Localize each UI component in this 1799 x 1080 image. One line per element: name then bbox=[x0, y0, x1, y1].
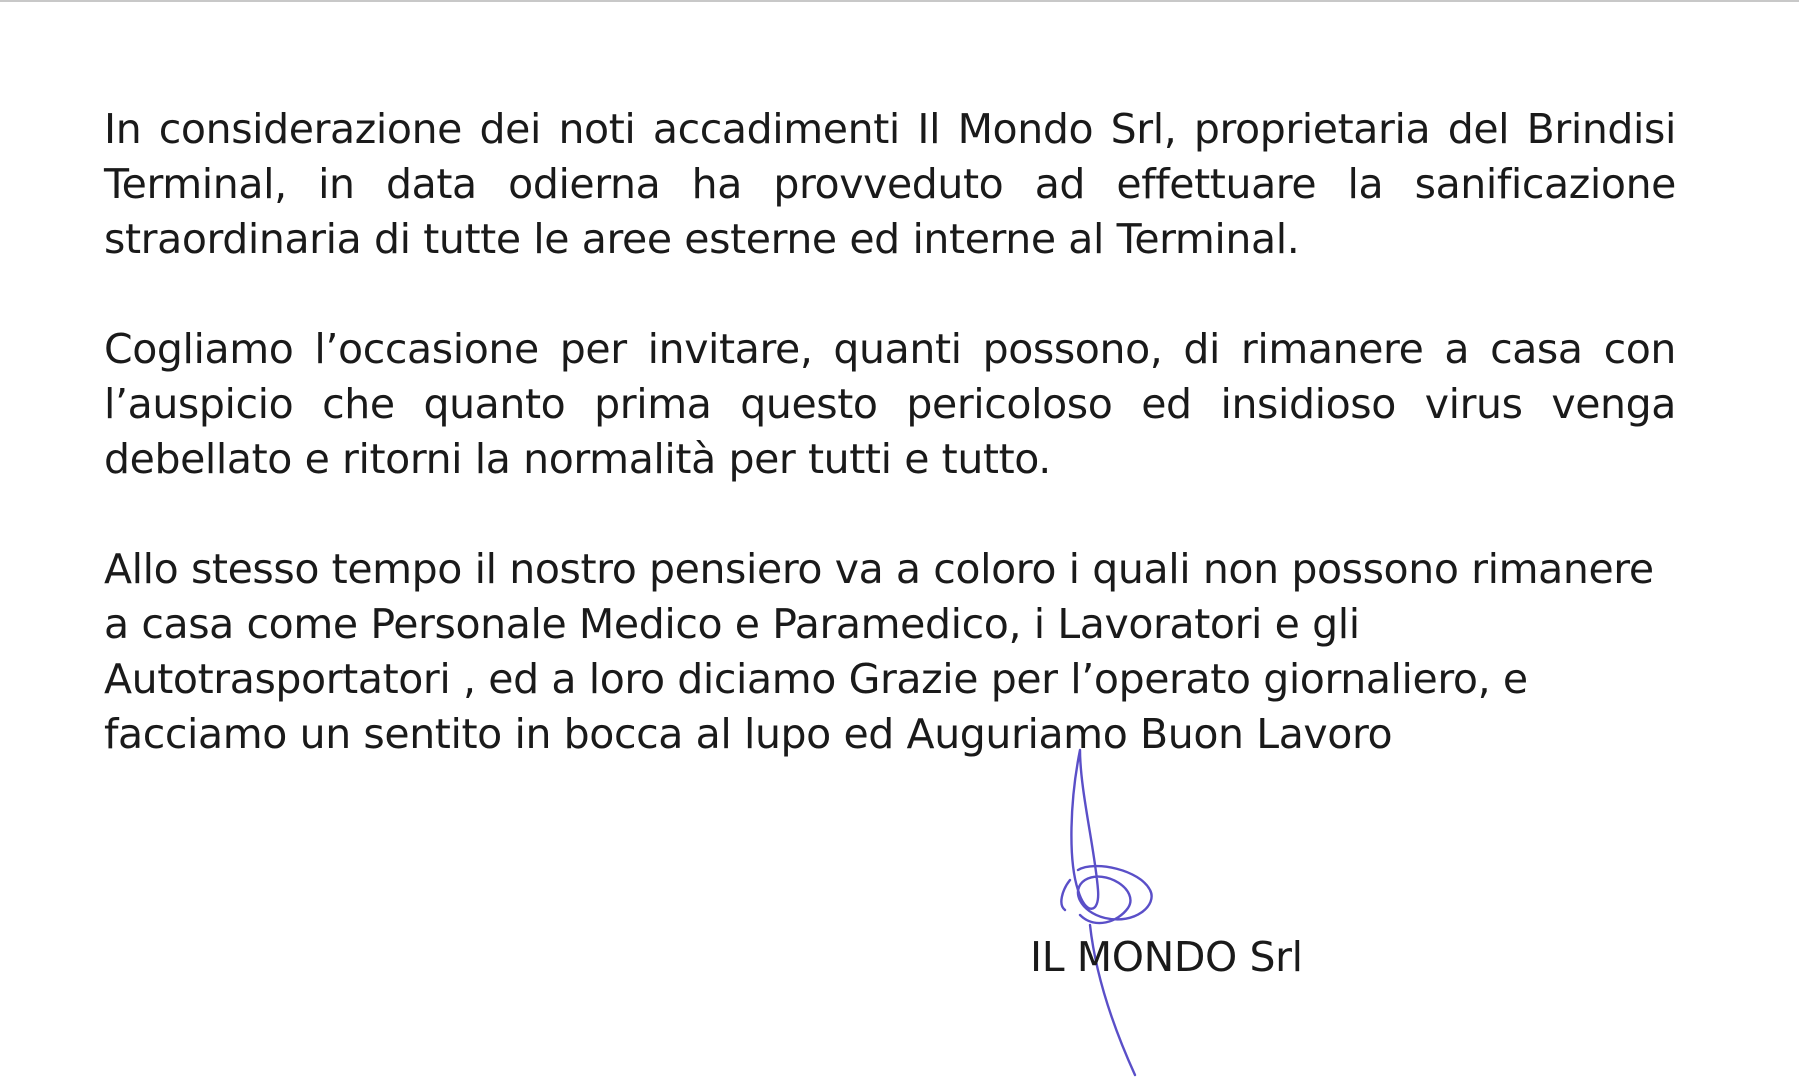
paragraph-line: facciamo un sentito in bocca al lupo ed Auguriamo Buon Lavoro bbox=[104, 710, 1393, 758]
signature-stroke bbox=[1061, 750, 1151, 1075]
paragraph-stay-home-invitation: Cogliamo l’occasione per invitare, quanti possono, di rimanere a casa con l’auspicio che quanto prima questo pericoloso ed insidioso virus venga debellato e ritorni la normalità per tutti e tutto. bbox=[104, 325, 1676, 483]
signatory-name: IL MONDO Srl bbox=[1030, 933, 1303, 981]
paragraph-line: a casa come Personale Medico e Paramedico, i Lavoratori e gli bbox=[104, 600, 1360, 648]
letter-body bbox=[104, 102, 1676, 817]
paragraph-line: Allo stesso tempo il nostro pensiero va a coloro i quali non possono rimanere bbox=[104, 545, 1654, 593]
paragraph-sanitization-notice: In considerazione dei noti accadimenti Il Mondo Srl, proprietaria del Brindisi Terminal, in data odierna ha provveduto ad effettuare la sanificazione straordinaria di tutte le aree esterne ed interne al Terminal. bbox=[104, 105, 1676, 263]
paragraph-thanks-workers bbox=[104, 542, 1676, 762]
paragraph-line: Autotrasportatori , ed a loro diciamo Grazie per l’operato giornaliero, e bbox=[104, 655, 1528, 703]
handwritten-signature bbox=[1040, 740, 1190, 1080]
top-rule-divider bbox=[0, 0, 1799, 2]
